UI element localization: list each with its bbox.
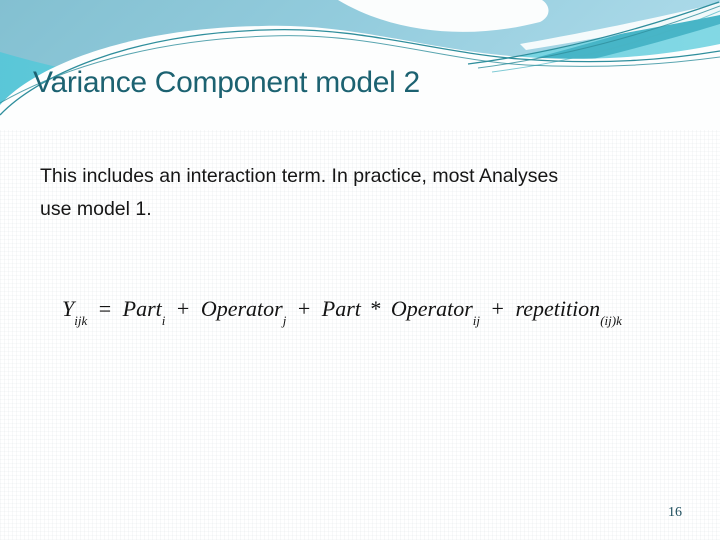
- eq-term-part2: Part: [321, 296, 361, 321]
- eq-plus-sign-2: +: [297, 296, 311, 321]
- eq-star-sign: *: [370, 296, 382, 321]
- eq-term-operator2-subscript: ij: [472, 313, 481, 329]
- eq-term-repetition-subscript: (ij)k: [600, 313, 622, 329]
- eq-term-operator2: Operator: [390, 296, 473, 321]
- eq-term-operator-subscript: j: [282, 313, 287, 329]
- eq-term-part-subscript: i: [161, 313, 166, 329]
- header-wave-decoration: [0, 0, 720, 130]
- eq-lhs: Y: [62, 296, 75, 321]
- equation: [62, 296, 622, 329]
- body-text-line-2: use model 1.: [40, 198, 152, 220]
- slide-title: Variance Component model 2: [33, 66, 420, 99]
- eq-plus-sign-1: +: [176, 296, 190, 321]
- eq-term-repetition: repetition: [515, 296, 601, 321]
- eq-plus-sign-3: +: [491, 296, 504, 321]
- page-number: 16: [668, 505, 682, 520]
- eq-term-part: Part: [122, 296, 162, 321]
- body-text-line-1: This includes an interaction term. In practice, most Analyses: [40, 165, 559, 187]
- body-text: [40, 160, 700, 226]
- eq-term-operator: Operator: [200, 296, 283, 321]
- eq-equals-sign: =: [98, 296, 112, 321]
- eq-lhs-subscript: ijk: [74, 313, 88, 329]
